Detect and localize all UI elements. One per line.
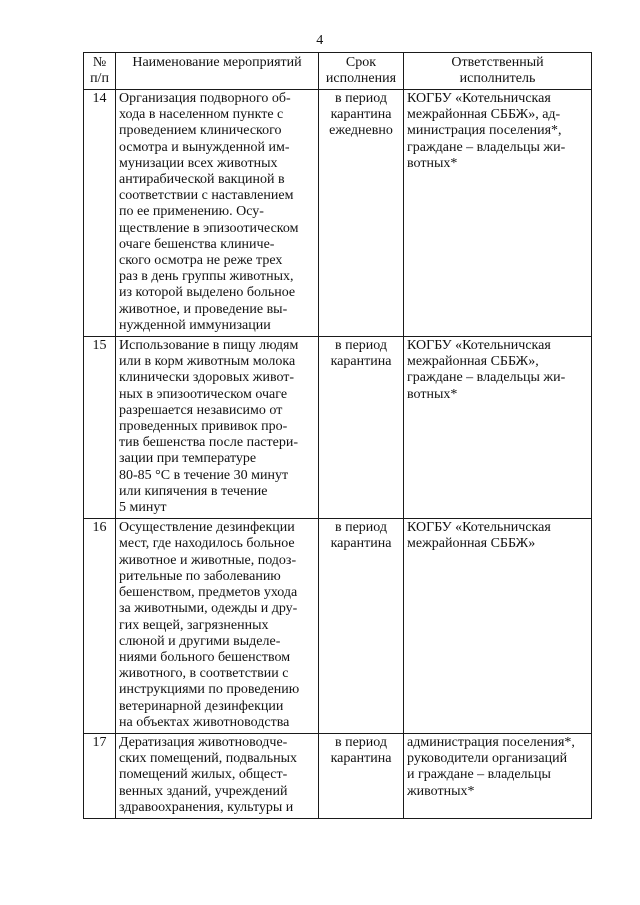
row-term: в период карантина ежедневно <box>319 90 404 337</box>
row-responsible: КОГБУ «Котельничская межрайонная СББЖ» <box>404 519 592 734</box>
row-measure-name: Осуществление дезинфекции мест, где находилось больное животное и животные, подоз- рительные по заболеванию бешенством, предметов ухода за животными, одежды и дру- гих вещей, загрязненных слюной и другими выделе- ниями больного бешенством животного, в соответствии с инструкциями по проведению ветеринарной дезинфекции на объектах животноводства <box>116 519 319 734</box>
header-responsible <box>404 53 592 90</box>
header-measure-name <box>116 53 319 90</box>
table-header-row <box>84 53 592 90</box>
measures-table <box>83 52 592 819</box>
header-responsible-line2: исполнитель <box>459 71 536 86</box>
row-number: 15 <box>84 337 116 519</box>
row-number: 17 <box>84 733 116 818</box>
header-term-line2: исполнения <box>325 71 397 86</box>
row-responsible: КОГБУ «Котельничская межрайонная СББЖ», граждане – владельцы жи- вотных* <box>404 337 592 519</box>
row-term: в период карантина <box>319 337 404 519</box>
table-row <box>84 90 592 337</box>
row-responsible: администрация поселения*, руководители организаций и граждане – владельцы животных* <box>404 733 592 818</box>
header-measure-name-text: Наименование мероприятий <box>132 55 302 70</box>
page-number: 4 <box>316 33 324 48</box>
header-number-line1: № <box>92 55 107 70</box>
row-measure-name: Использование в пищу людям или в корм животным молока клинически здоровых живот- ных в эпизоотическом очаге разрешается независимо от проведенных прививок про- тив бешенства после пастери- зации при температуре 80-85 °С в течение 30 минут или кипячения в течение 5 минут <box>116 337 319 519</box>
table-row <box>84 519 592 734</box>
row-term: в период карантина <box>319 733 404 818</box>
row-number: 14 <box>84 90 116 337</box>
row-responsible: КОГБУ «Котельничская межрайонная СББЖ», ад- министрация поселения*, граждане – владельцы жи- вотных* <box>404 90 592 337</box>
row-term: в период карантина <box>319 519 404 734</box>
header-term-line1: Срок <box>345 55 377 70</box>
table-row <box>84 337 592 519</box>
row-measure-name: Дератизация животноводче- ских помещений, подвальных помещений жилых, общест- венных зданий, учреждений здравоохранения, культуры и <box>116 733 319 818</box>
header-responsible-line1: Ответственный <box>451 55 544 70</box>
header-term <box>319 53 404 90</box>
row-measure-name: Организация подворного об- хода в населенном пункте с проведением клинического осмотра и вынужденной им- мунизации всех животных антирабической вакциной в соответствии с наставлением по ее применению. Осу- ществление в эпизоотическом очаге бешенства клиниче- ского осмотра не реже трех раз в день группы животных, из которой выделено больное животное, и проведение вы- нужденной иммунизации <box>116 90 319 337</box>
row-number: 16 <box>84 519 116 734</box>
table-row <box>84 733 592 818</box>
header-number <box>84 53 116 90</box>
header-number-line2: п/п <box>90 71 109 86</box>
